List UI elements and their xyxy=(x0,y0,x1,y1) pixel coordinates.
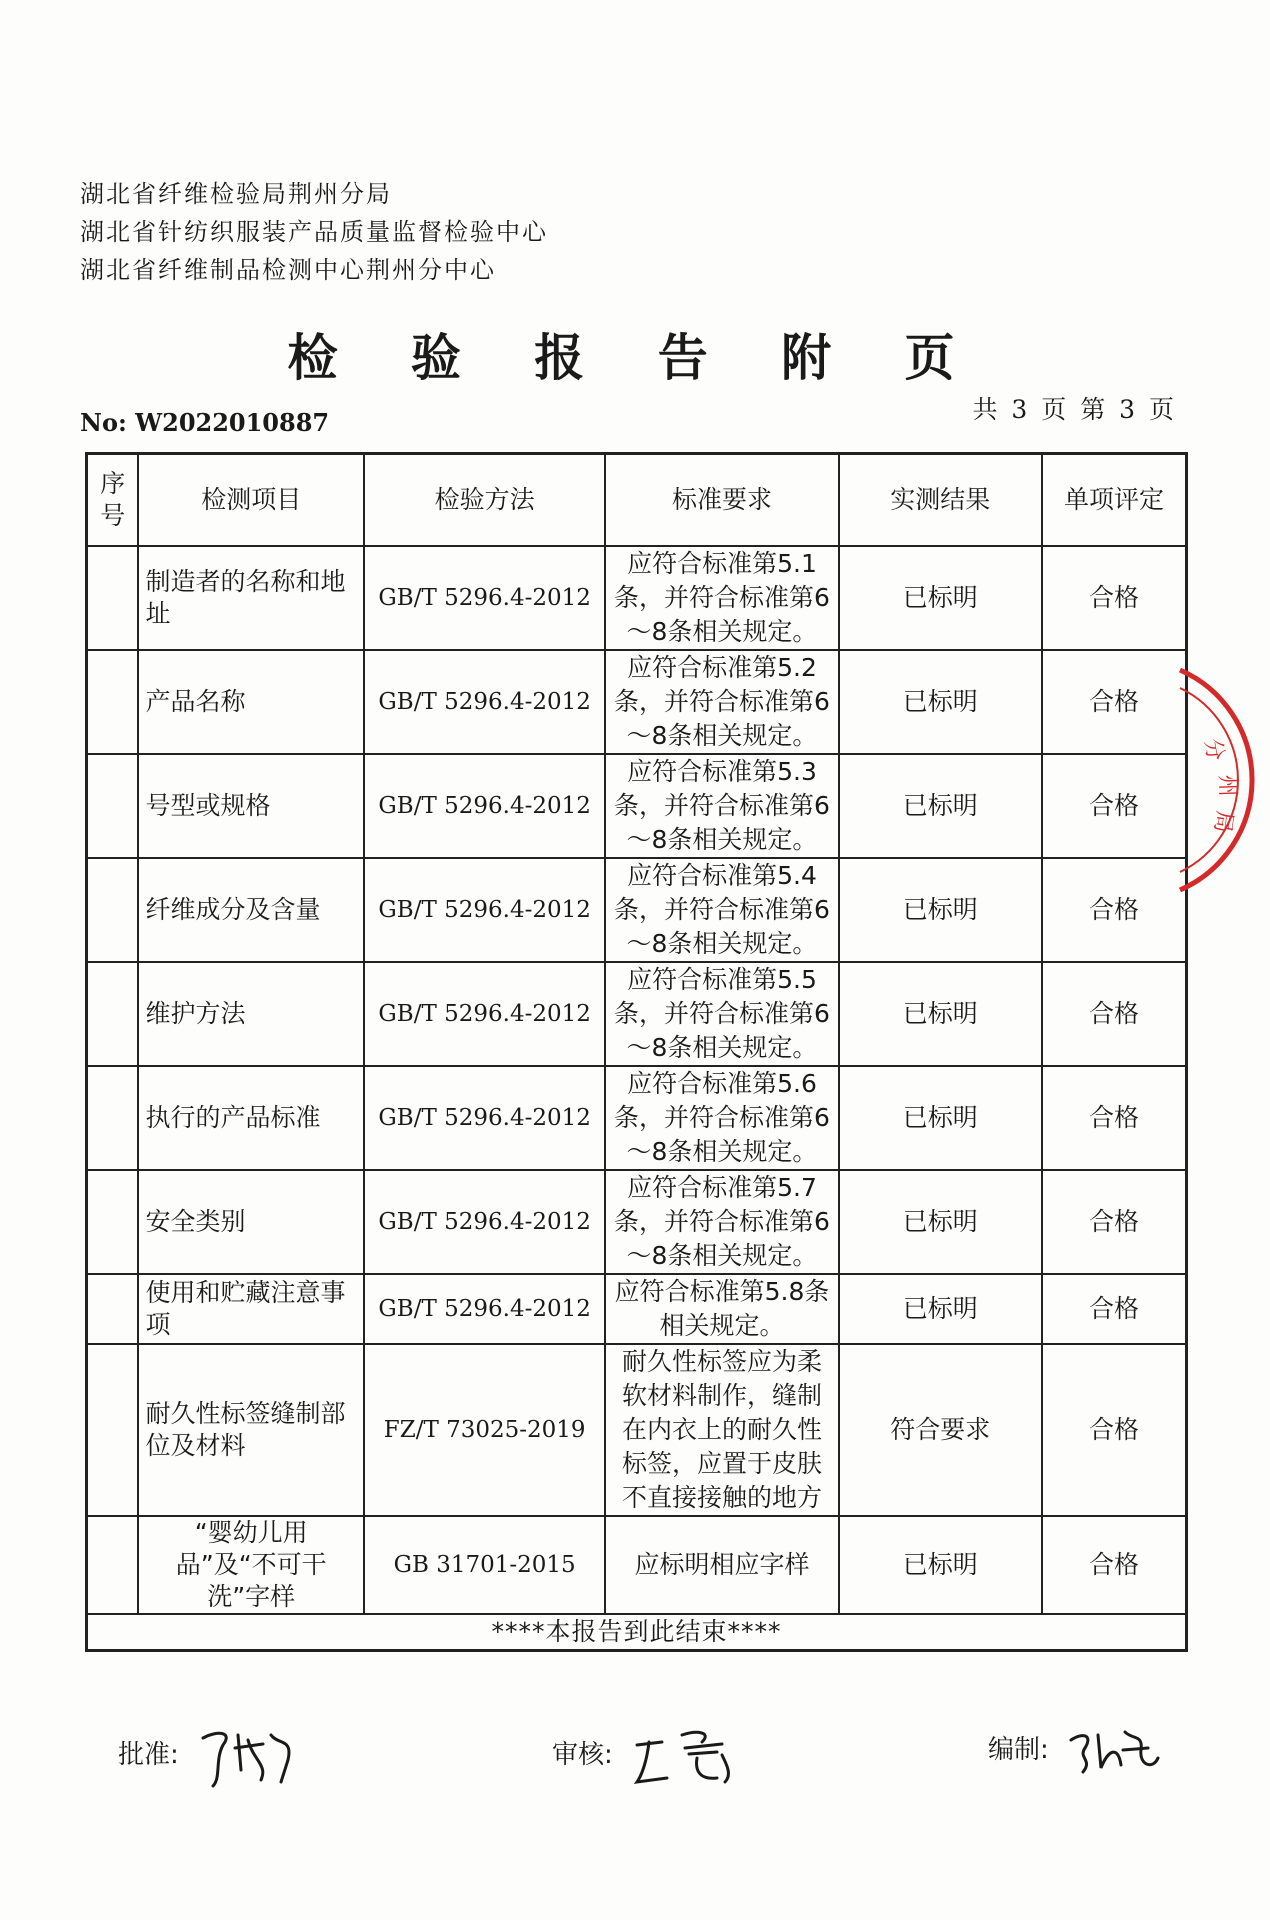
report-title: 检 验 报 告 附 页 xyxy=(287,329,983,387)
cell-seq xyxy=(87,1516,139,1614)
org-lines xyxy=(80,175,548,289)
cell-requirement: 应符合标准第5.4条，并符合标准第6～8条相关规定。 xyxy=(605,858,838,962)
cell-verdict: 合格 xyxy=(1042,1516,1187,1614)
cell-verdict: 合格 xyxy=(1042,1344,1187,1516)
page-info: 共 3 页 第 3 页 xyxy=(972,395,1177,424)
cell-verdict: 合格 xyxy=(1042,546,1187,650)
table-row xyxy=(87,1170,1187,1274)
compile-signature xyxy=(988,1720,1163,1780)
cell-result: 已标明 xyxy=(839,1066,1042,1170)
cell-item: 执行的产品标准 xyxy=(138,1066,364,1170)
table-row xyxy=(87,650,1187,754)
cell-result: 已标明 xyxy=(839,1170,1042,1274)
table-row xyxy=(87,962,1187,1066)
cell-seq xyxy=(87,1066,139,1170)
cell-requirement: 应符合标准第5.3条，并符合标准第6～8条相关规定。 xyxy=(605,754,838,858)
svg-text:分: 分 xyxy=(1199,736,1228,763)
cell-verdict: 合格 xyxy=(1042,1274,1187,1344)
col-header-result: 实测结果 xyxy=(839,454,1042,547)
table-row xyxy=(87,1344,1187,1516)
cell-item: 安全类别 xyxy=(138,1170,364,1274)
org-line-3: 湖北省纤维制品检测中心荆州分中心 xyxy=(80,256,496,284)
col-header-method: 检验方法 xyxy=(364,454,605,547)
table-row xyxy=(87,858,1187,962)
svg-text:州: 州 xyxy=(1214,774,1240,798)
cell-requirement: 应符合标准第5.1条，并符合标准第6～8条相关规定。 xyxy=(605,546,838,650)
cell-item: “婴幼儿用品”及“不可干洗”字样 xyxy=(138,1516,364,1614)
cell-result: 已标明 xyxy=(839,1516,1042,1614)
cell-method: GB/T 5296.4-2012 xyxy=(364,1274,605,1344)
results-table xyxy=(85,452,1188,1652)
cell-seq xyxy=(87,650,139,754)
cell-seq xyxy=(87,754,139,858)
cell-seq xyxy=(87,546,139,650)
table-row xyxy=(87,754,1187,858)
cell-method: GB 31701-2015 xyxy=(364,1516,605,1614)
review-label: 审核: xyxy=(552,1739,613,1770)
cell-method: GB/T 5296.4-2012 xyxy=(364,1066,605,1170)
report-number: No: W2022010887 xyxy=(80,408,330,437)
cell-method: GB/T 5296.4-2012 xyxy=(364,962,605,1066)
cell-seq xyxy=(87,858,139,962)
end-note: ****本报告到此结束**** xyxy=(87,1614,1187,1651)
cell-verdict: 合格 xyxy=(1042,754,1187,858)
cell-result: 已标明 xyxy=(839,754,1042,858)
table-row xyxy=(87,1516,1187,1614)
approve-handwritten-signature xyxy=(193,1720,303,1790)
cell-method: FZ/T 73025-2019 xyxy=(364,1344,605,1516)
cell-verdict: 合格 xyxy=(1042,1066,1187,1170)
approve-signature xyxy=(118,1720,303,1790)
col-header-verdict: 单项评定 xyxy=(1042,454,1187,547)
org-line-1: 湖北省纤维检验局荆州分局 xyxy=(80,180,392,208)
cell-result: 已标明 xyxy=(839,650,1042,754)
end-note-row xyxy=(87,1614,1187,1651)
table-row xyxy=(87,546,1187,650)
cell-requirement: 应标明相应字样 xyxy=(605,1516,838,1614)
cell-method: GB/T 5296.4-2012 xyxy=(364,546,605,650)
cell-item: 产品名称 xyxy=(138,650,364,754)
signature-area xyxy=(0,1720,1270,1780)
cell-item: 纤维成分及含量 xyxy=(138,858,364,962)
cell-requirement: 应符合标准第5.7条，并符合标准第6～8条相关规定。 xyxy=(605,1170,838,1274)
cell-item: 使用和贮藏注意事项 xyxy=(138,1274,364,1344)
cell-seq xyxy=(87,962,139,1066)
col-header-requirement: 标准要求 xyxy=(605,454,838,547)
table-header-row xyxy=(87,454,1187,547)
cell-requirement: 耐久性标签应为柔软材料制作，缝制在内衣上的耐久性标签，应置于皮肤不直接接触的地方 xyxy=(605,1344,838,1516)
cell-result: 已标明 xyxy=(839,546,1042,650)
cell-item: 维护方法 xyxy=(138,962,364,1066)
svg-text:局: 局 xyxy=(1208,809,1237,835)
compile-label: 编制: xyxy=(988,1734,1049,1765)
cell-result: 已标明 xyxy=(839,858,1042,962)
cell-verdict: 合格 xyxy=(1042,962,1187,1066)
cell-method: GB/T 5296.4-2012 xyxy=(364,650,605,754)
cell-requirement: 应符合标准第5.6条，并符合标准第6～8条相关规定。 xyxy=(605,1066,838,1170)
approve-label: 批准: xyxy=(118,1739,179,1770)
cell-method: GB/T 5296.4-2012 xyxy=(364,1170,605,1274)
cell-verdict: 合格 xyxy=(1042,1170,1187,1274)
review-signature xyxy=(552,1720,747,1790)
cell-method: GB/T 5296.4-2012 xyxy=(364,858,605,962)
col-header-item: 检测项目 xyxy=(138,454,364,547)
table-row xyxy=(87,1274,1187,1344)
cell-item: 制造者的名称和地址 xyxy=(138,546,364,650)
cell-seq xyxy=(87,1344,139,1516)
review-handwritten-signature xyxy=(627,1720,747,1790)
col-header-seq: 序号 xyxy=(87,454,139,547)
cell-verdict: 合格 xyxy=(1042,650,1187,754)
cell-seq xyxy=(87,1274,139,1344)
cell-seq xyxy=(87,1170,139,1274)
cell-method: GB/T 5296.4-2012 xyxy=(364,754,605,858)
cell-result: 已标明 xyxy=(839,962,1042,1066)
compile-handwritten-signature xyxy=(1063,1720,1163,1780)
official-seal-stamp xyxy=(1170,660,1270,900)
cell-verdict: 合格 xyxy=(1042,858,1187,962)
cell-result: 已标明 xyxy=(839,1274,1042,1344)
org-line-2: 湖北省针纺织服装产品质量监督检验中心 xyxy=(80,218,548,246)
cell-result: 符合要求 xyxy=(839,1344,1042,1516)
cell-requirement: 应符合标准第5.2条，并符合标准第6～8条相关规定。 xyxy=(605,650,838,754)
cell-requirement: 应符合标准第5.8条相关规定。 xyxy=(605,1274,838,1344)
table-row xyxy=(87,1066,1187,1170)
cell-requirement: 应符合标准第5.5条，并符合标准第6～8条相关规定。 xyxy=(605,962,838,1066)
cell-item: 号型或规格 xyxy=(138,754,364,858)
cell-item: 耐久性标签缝制部位及材料 xyxy=(138,1344,364,1516)
